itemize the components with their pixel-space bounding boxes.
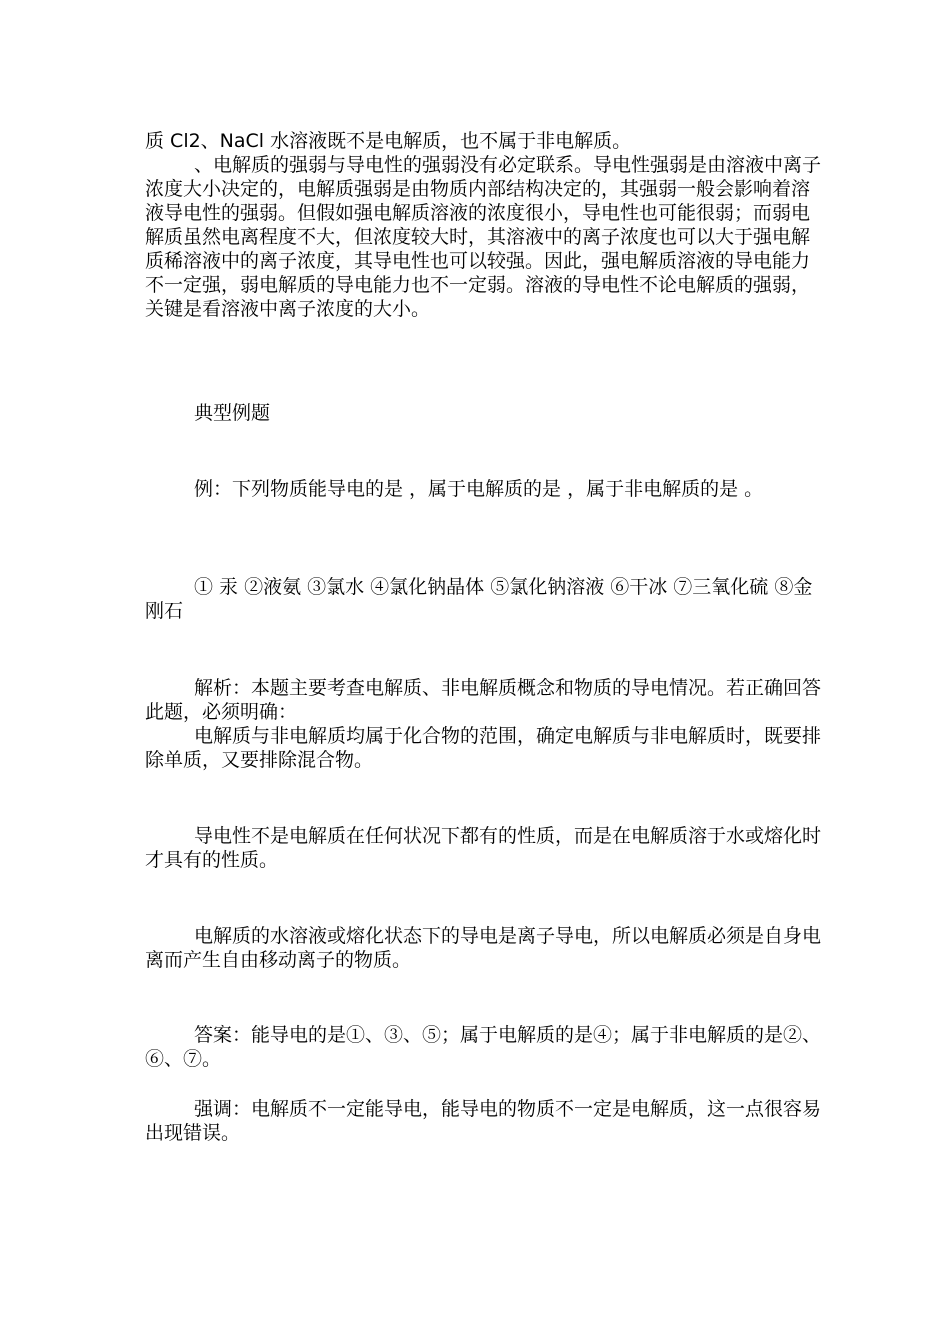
analysis-point-3: 电解质的水溶液或熔化状态下的导电是离子导电，所以电解质必须是自身电离而产生自由移动离子的物质。 (145, 925, 822, 971)
example-options: ① 汞 ②液氨 ③氯水 ④氯化钠晶体 ⑤氯化钠溶液 ⑥干冰 ⑦三氧化硫 ⑧金刚石 (145, 576, 813, 622)
intro-paragraph (145, 129, 825, 153)
intro-formula: Cl2、NaCl (170, 130, 265, 152)
analysis-intro: 解析：本题主要考查电解质、非电解质概念和物质的导电情况。若正确回答此题，必须明确： (145, 677, 822, 723)
analysis-point-1: 电解质与非电解质均属于化合物的范围，确定电解质与非电解质时，既要排除单质，又要排除混合物。 (145, 725, 822, 771)
conductivity-paragraph: 、电解质的强弱与导电性的强弱没有必定联系。导电性强弱是由溶液中离子浓度大小决定的，电解质强弱是由物质内部结构决定的，其强弱一般会影响着溶液导电性的强弱。但假如强电解质溶液的浓度很小，导电性也可能很弱；而弱电解质虽然电离程度不大，但浓度较大时，其溶液中的离子浓度也可以大于强电解质稀溶液中的离子浓度，其导电性也可以较强。因此，强电解质溶液的导电能力不一定强，弱电解质的导电能力也不一定弱。溶液的导电性不论电解质的强弱，关键是看溶液中离子浓度的大小。 (145, 154, 822, 320)
answer-paragraph: 答案：能导电的是①、③、⑤；属于电解质的是④；属于非电解质的是②、⑥、⑦。 (145, 1024, 822, 1070)
section-heading: 典型例题 (194, 402, 271, 424)
intro-text-end: 水溶液既不是电解质，也不属于非电解质。 (264, 130, 632, 152)
intro-text-start: 质 (145, 130, 171, 152)
analysis-point-2: 导电性不是电解质在任何状况下都有的性质，而是在电解质溶于水或熔化时才具有的性质。 (145, 825, 822, 871)
emphasis-paragraph: 强调：电解质不一定能导电，能导电的物质不一定是电解质，这一点很容易出现错误。 (145, 1098, 822, 1144)
example-question: 例：下列物质能导电的是 ，属于电解质的是 ，属于非电解质的是 。 (194, 478, 764, 500)
